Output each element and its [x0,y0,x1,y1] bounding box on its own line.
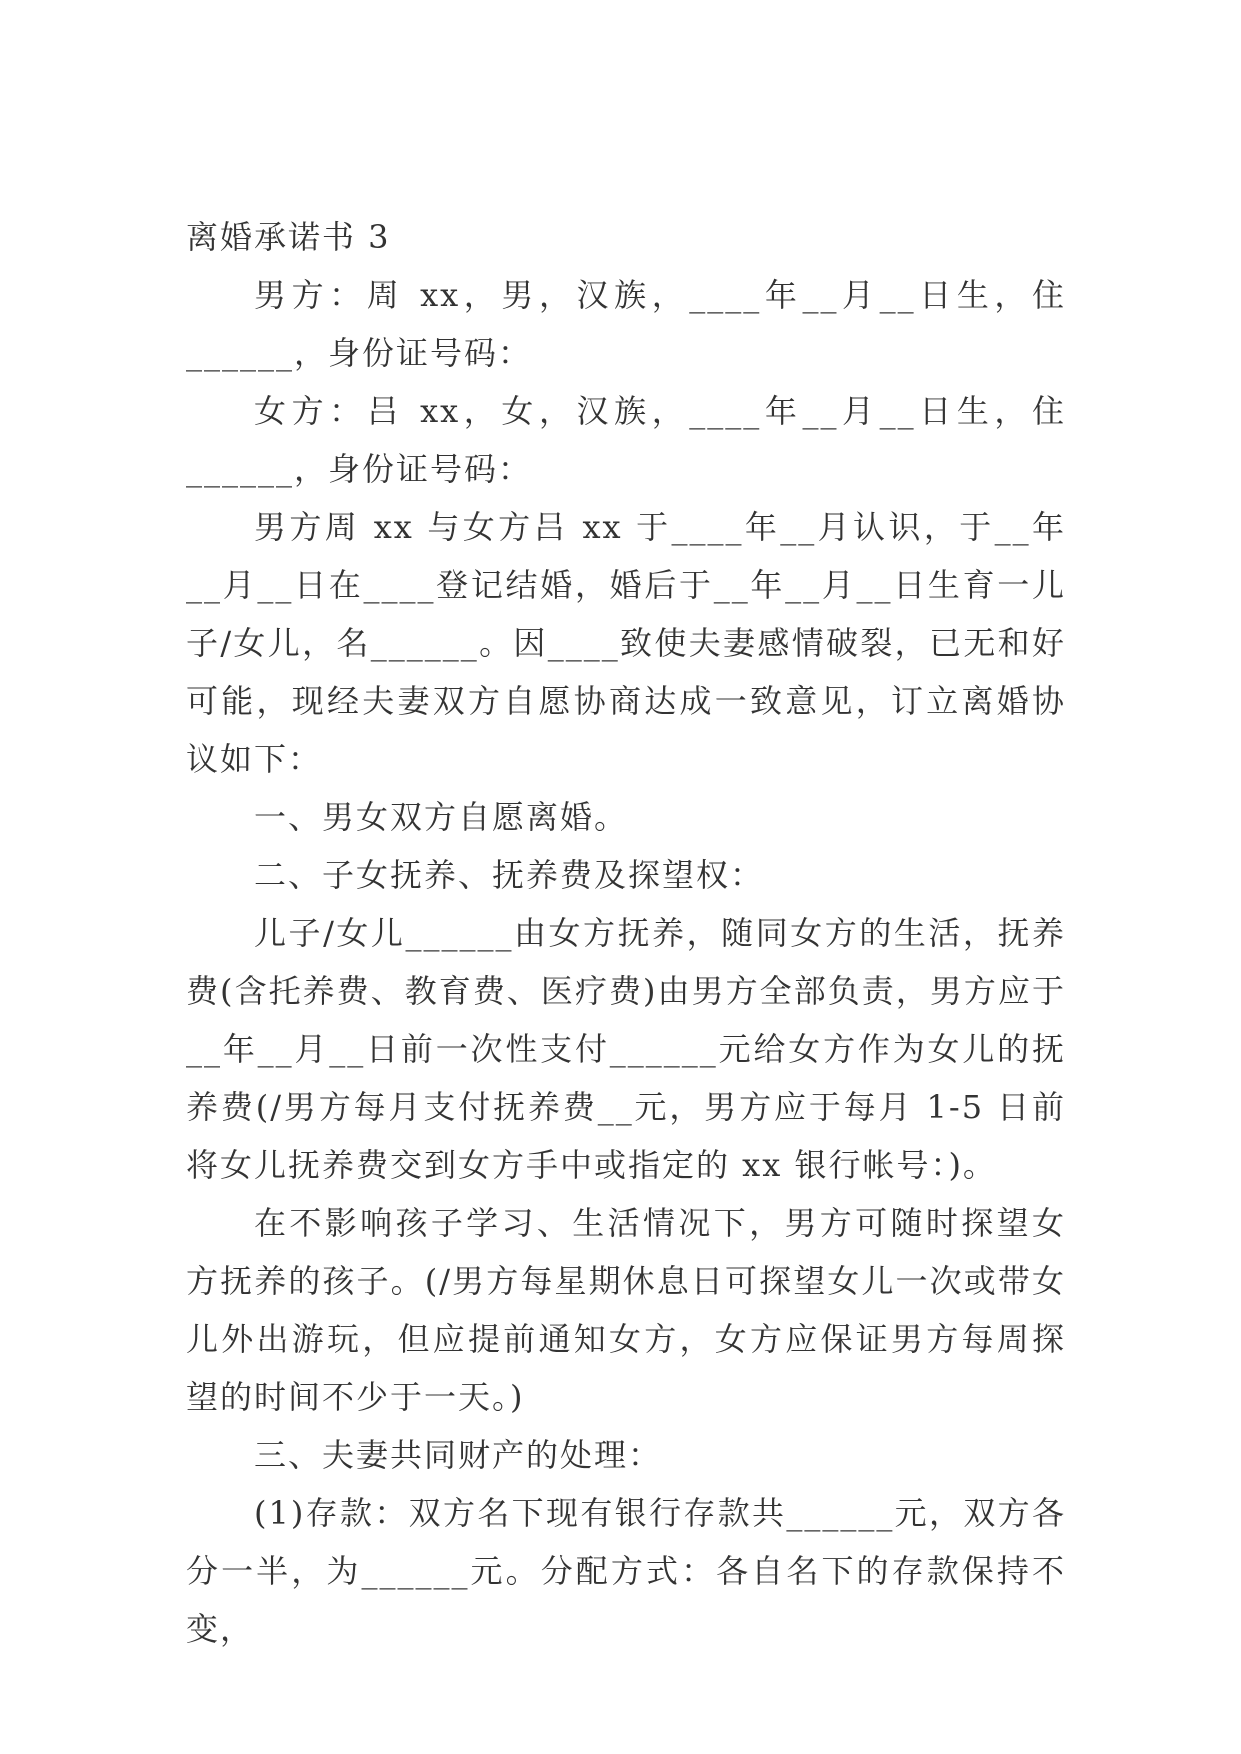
document-body [186,208,1066,1658]
document-title: 离婚承诺书 3 [186,218,391,256]
paragraph-male-party: 男方：周 xx，男，汉族，____年__月__日生，住______，身份证号码： [186,276,1066,372]
paragraph-clause-2-heading: 二、子女抚养、抚养费及探望权： [254,856,765,894]
paragraph-clause-3-heading: 三、夫妻共同财产的处理： [254,1436,663,1474]
paragraph-savings: (1)存款：双方名下现有银行存款共______元，双方各分一半，为______元。分配方式：各自名下的存款保持不变， [186,1494,1066,1648]
paragraph-child-support: 儿子/女儿______由女方抚养，随同女方的生活，抚养费(含托养费、教育费、医疗费)由男方全部负责，男方应于__年__月__日前一次性支付______元给女方作为女儿的抚养费(/男方每月支付抚养费__元，男方应于每月 1-5 日前将女儿抚养费交到女方手中或指定的 xx 银行帐号：)。 [186,914,1066,1184]
paragraph-clause-1: 一、男女双方自愿离婚。 [254,798,629,836]
paragraph-visitation: 在不影响孩子学习、生活情况下，男方可随时探望女方抚养的孩子。(/男方每星期休息日可探望女儿一次或带女儿外出游玩，但应提前通知女方，女方应保证男方每周探望的时间不少于一天。) [186,1204,1066,1416]
paragraph-female-party: 女方：吕 xx，女，汉族，____年__月__日生，住______，身份证号码： [186,392,1066,488]
paragraph-background: 男方周 xx 与女方吕 xx 于____年__月认识，于__年__月__日在____登记结婚，婚后于__年__月__日生育一儿子/女儿，名______。因____致使夫妻感情破裂，已无和好可能，现经夫妻双方自愿协商达成一致意见，订立离婚协议如下： [186,508,1066,778]
